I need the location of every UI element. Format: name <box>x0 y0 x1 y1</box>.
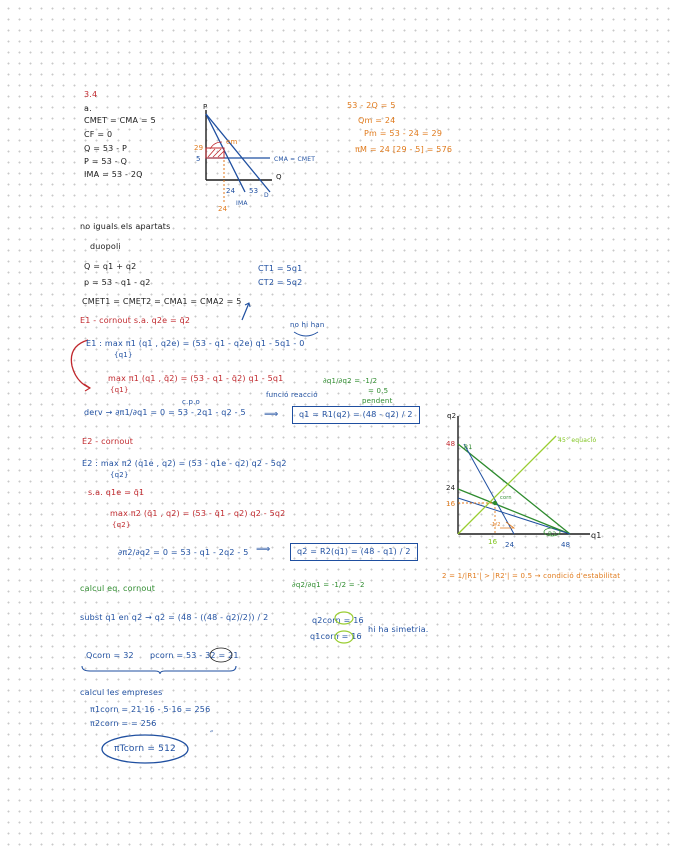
duopoly-label: duopoli <box>90 242 121 251</box>
no-hi-han-note: no hi han <box>290 321 325 329</box>
implies-arrow: ⟹ <box>264 409 279 420</box>
cpo-label: c.p.o <box>182 398 201 406</box>
firm2-sa: s.a. q1e = q̄1 <box>88 488 145 497</box>
firm2-max2: max π2 (q̄1 , q2) = (53 - q̄1 - q2) q2 - 5q2 <box>110 509 286 518</box>
cost-line-label: CMA = CMET <box>274 156 316 163</box>
firm1-sub: {q1} <box>114 351 133 359</box>
y-tick-48: 48 <box>446 440 456 448</box>
ct2-label: CT2 = 5q2 <box>258 278 303 287</box>
firm1-slope: ∂q1/∂q2 = -1/2 <box>323 377 378 385</box>
firm2-heading: E2 - cornout <box>82 437 134 446</box>
diagonal-label: 45° equació <box>558 437 597 444</box>
solution-line: Pm = 53 - 24 = 29 <box>364 129 443 138</box>
reaction-graph <box>440 410 620 550</box>
pm-tick: 29 <box>194 144 204 152</box>
cost-tick: 5 <box>196 155 201 163</box>
x-tick-48: 48 <box>561 541 571 549</box>
symmetry-note: hi ha simetria. <box>368 625 429 634</box>
given-line: Q = 53 - P <box>84 144 128 153</box>
substitution-line: subst q1 en q2 → q2 = (48 - ((48 - q2)/2)) / 2 <box>80 613 269 622</box>
small-arrow <box>240 300 252 322</box>
p-total: pcorn = 53 - 32 = 21 <box>150 651 239 660</box>
q2-axis-label: q2 <box>447 412 457 420</box>
x-tick-16: 16 <box>488 538 498 546</box>
r2-line <box>458 444 570 534</box>
reaction-label: funció reacció <box>266 391 318 399</box>
r1-line <box>458 489 570 534</box>
equal-sign: ″ <box>210 730 214 740</box>
equilibrium-point <box>493 501 497 505</box>
firm1-reaction-box: q1 = R1(q2) = (48 - q2) / 2 <box>292 406 420 424</box>
firm2-deriv: ∂π2/∂q2 = 0 = 53 - q1 - 2q2 - 5 <box>118 548 249 557</box>
q-tick-24: 24 <box>226 187 236 195</box>
firm1-max2: max π1 (q1 , q̄2) = (53 - q1 - q̄2) q1 - 5q1 <box>108 374 284 383</box>
x-tick-24: 24 <box>505 541 515 549</box>
firm2-sub: {q2} <box>110 471 129 479</box>
y-tick-24: 24 <box>446 484 456 492</box>
solution-line: πM = 24 [29 - 5] = 576 <box>355 145 453 154</box>
firm1-deriv: derv → ∂π1/∂q1 = 0 = 53 - 2q1 - q2 - 5 <box>84 408 246 417</box>
intro-heading: no iguals els apartats <box>80 222 171 231</box>
em-label: em <box>226 138 238 146</box>
ct1-label: CT1 = 5q1 <box>258 264 303 273</box>
implies-arrow: ⟹ <box>256 544 271 555</box>
profit-firm1: π1corn = 21·16 - 5·16 = 256 <box>90 705 211 714</box>
result-circles <box>330 610 360 646</box>
brace <box>80 664 240 674</box>
ima-curve-label: IMA <box>236 200 248 207</box>
r2-label: R2 <box>548 531 557 538</box>
cost-equal: CMET1 = CMET2 = CMA1 = CMA2 = 5 <box>82 297 242 306</box>
diagonal-45 <box>458 436 556 534</box>
firm2-slope: ∂q2/∂q1 = -1/2 = -2 <box>292 581 365 589</box>
given-line: CF = 0 <box>84 130 113 139</box>
firm1-max: E1 : max π1 (q1 , q2e) = (53 - q1 - q2e) q1 - 5q1 - 0 <box>86 339 305 348</box>
cournot-point-label: corn <box>500 495 512 501</box>
price-circle <box>208 645 236 665</box>
d-curve-label: D <box>264 192 269 199</box>
small-slope-label: -1/2 <box>490 522 501 528</box>
profit-firm2: π2corn = = 256 <box>90 719 157 728</box>
pendent-value: = 0.5 <box>368 387 389 395</box>
p-axis-label: P <box>203 103 208 111</box>
solution-line: Qm = 24 <box>358 116 396 125</box>
q-total: Qcorn = 32 <box>86 651 134 660</box>
exercise-number: 3.4 <box>84 90 98 99</box>
q-sum: Q = q1 + q2 <box>84 262 137 271</box>
q1-result: q1corn = 16 <box>310 632 362 641</box>
solution-line: 53 - 2Q = 5 <box>347 101 396 110</box>
given-line: P = 53 - Q <box>84 157 128 166</box>
y-tick-16: 16 <box>446 500 456 508</box>
given-line: IMA = 53 - 2Q <box>84 170 143 179</box>
profit-total: πTcorn = 512 <box>114 744 176 754</box>
stability-condition: 2 = 1/|R1'| > |R2'| = 0.5 → condició d'estabilitat <box>442 572 621 580</box>
q1-axis-label: q1 <box>591 531 602 540</box>
q2-result: q2corn = 16 <box>312 616 364 625</box>
firm2-reaction-box: q2 = R2(q1) = (48 - q1) / 2 <box>290 543 418 561</box>
equilibrium-heading: calcul eq. cornout <box>80 584 156 593</box>
r1-label: R1 <box>464 444 473 451</box>
total-profit-oval <box>100 732 192 766</box>
firm1-heading: E1 - cornout s.a. q2e = q̄2 <box>80 316 191 325</box>
qm-tick: 24 <box>218 205 228 213</box>
pendent-label: pendent <box>362 397 393 405</box>
part-label: a. <box>84 104 92 113</box>
firm2-max: E2 : max π2 (q1e , q2) = (53 - q1e - q2) q2 - 5q2 <box>82 459 287 468</box>
profits-heading: calcul les empreses <box>80 688 163 697</box>
price-eq: p = 53 - q1 - q2 <box>84 278 151 287</box>
given-line: CMET = CMA = 5 <box>84 116 156 125</box>
firm1-sub2: {q1} <box>110 386 129 394</box>
firm2-sub2: {q2} <box>112 521 131 529</box>
q-tick-53: 53 <box>249 187 259 195</box>
q-axis-label: Q <box>276 173 282 181</box>
